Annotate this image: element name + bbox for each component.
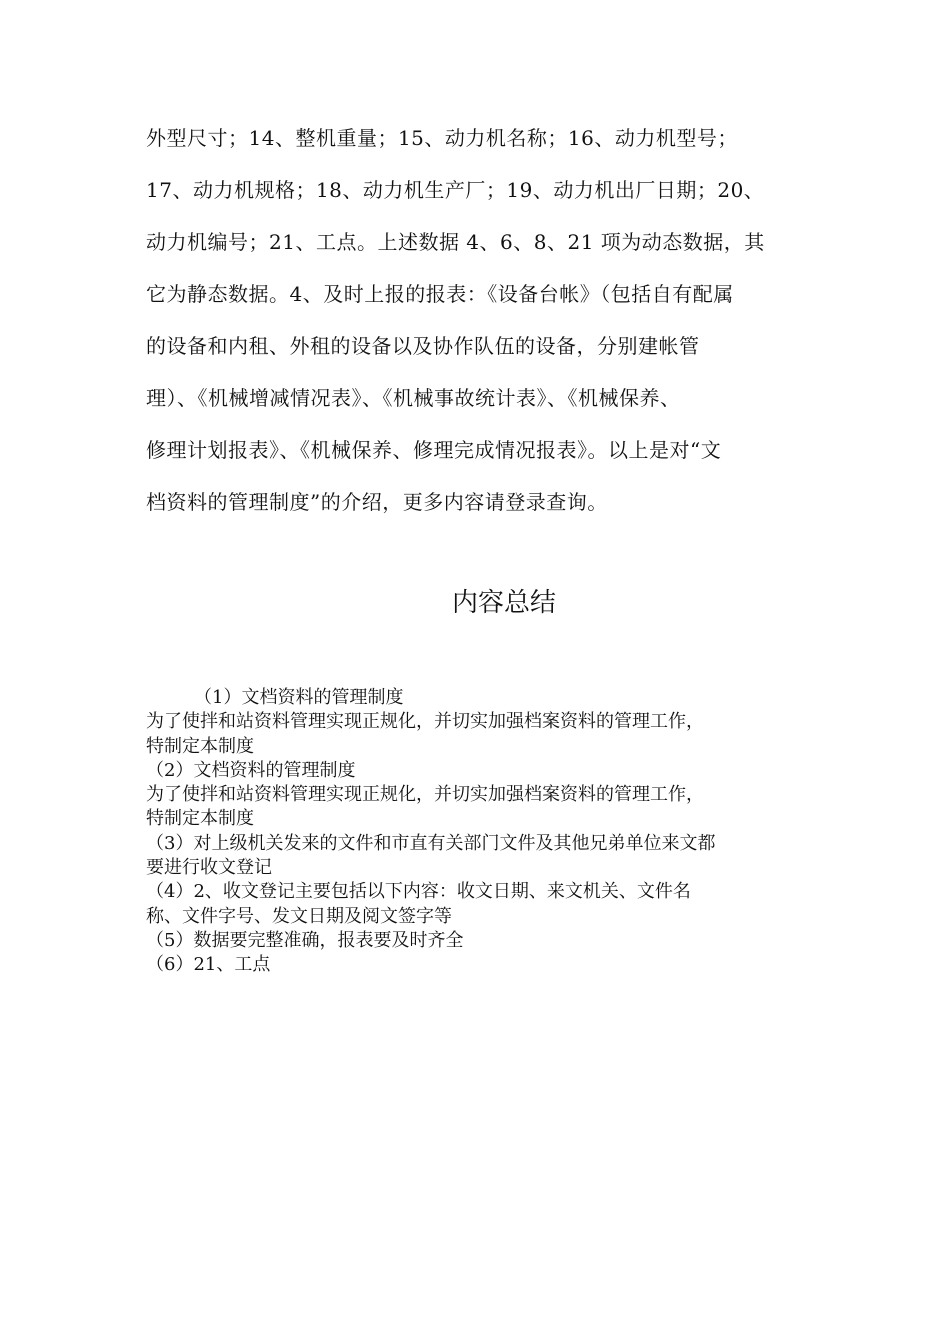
summary-line: 特制定本制度	[146, 808, 254, 830]
body-line: 外型尺寸；14、整机重量；15、动力机名称；16、动力机型号；	[146, 126, 738, 150]
summary-line: （1）文档资料的管理制度	[194, 687, 404, 708]
summary-line: （3）对上级机关发来的文件和市直有关部门文件及其他兄弟单位来文都	[146, 832, 716, 854]
summary-line: 特制定本制度	[146, 735, 254, 757]
body-line: 修理计划报表》、《机械保养、修理完成情况报表》。以上是对“文	[146, 438, 722, 462]
summary-heading: 内容总结	[451, 588, 556, 618]
summary-line: （6）21、工点	[146, 954, 271, 976]
body-paragraph	[146, 112, 808, 528]
summary-line: （5）数据要完整准确，报表要及时齐全	[146, 929, 464, 951]
body-line: 理）、《机械增减情况表》、《机械事故统计表》、《机械保养、	[146, 386, 681, 410]
summary-line: 为了使拌和站资料管理实现正规化，并切实加强档案资料的管理工作，	[146, 784, 704, 806]
body-line: 档资料的管理制度”的介绍，更多内容请登录查询。	[146, 490, 608, 514]
summary-line: 称、文件字号、发文日期及阅文签字等	[146, 905, 452, 927]
summary-line: 要进行收文登记	[146, 857, 272, 879]
body-line: 动力机编号；21、工点。上述数据 4、6、8、21 项为动态数据，其	[146, 230, 765, 254]
summary-list	[146, 686, 826, 978]
body-line: 的设备和内租、外租的设备以及协作队伍的设备，分别建帐管	[146, 334, 700, 358]
summary-line: 为了使拌和站资料管理实现正规化，并切实加强档案资料的管理工作，	[146, 711, 704, 733]
summary-line: （2）文档资料的管理制度	[146, 759, 356, 781]
body-line: 17、动力机规格；18、动力机生产厂；19、动力机出厂日期；20、	[146, 178, 765, 202]
body-line: 它为静态数据。4、及时上报的报表：《设备台帐》（包括自有配属	[146, 282, 734, 306]
summary-line: （4）2、收文登记主要包括以下内容：收文日期、来文机关、文件名	[146, 881, 691, 903]
